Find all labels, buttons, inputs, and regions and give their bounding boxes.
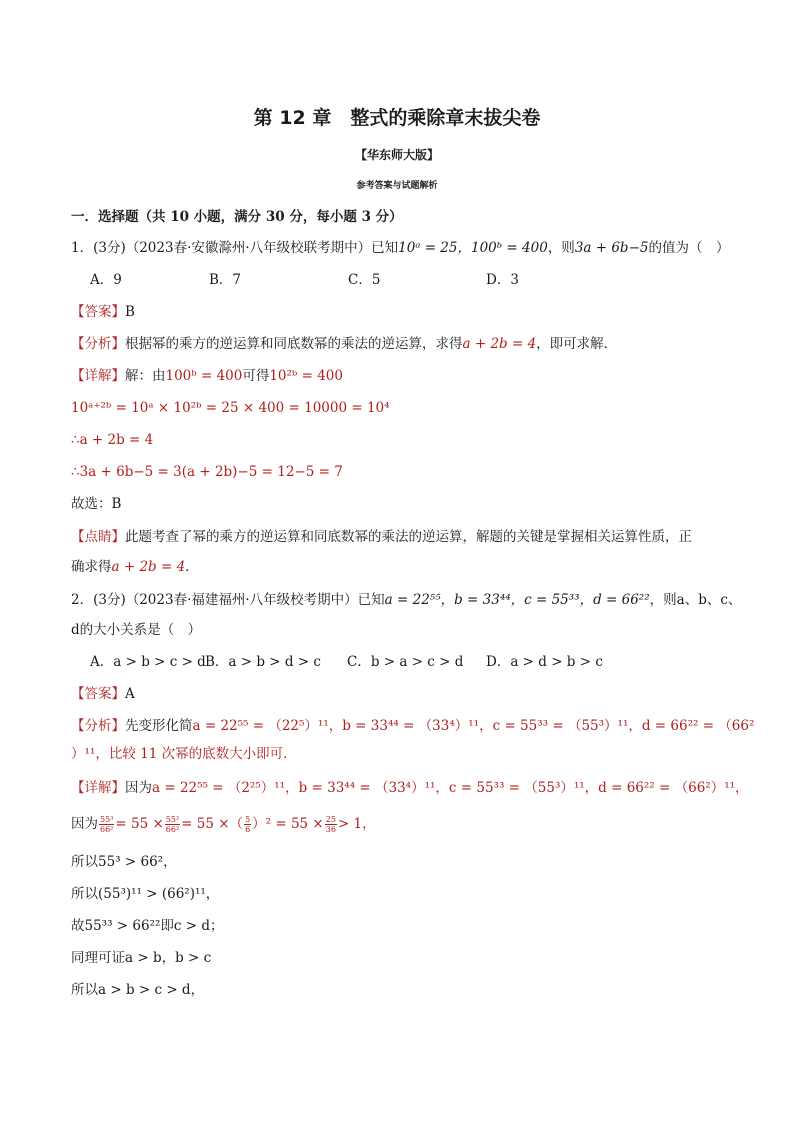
q2-detail-line4: 所以(55³)¹¹ > (66²)¹¹，: [71, 886, 220, 902]
q1-option-d: D．3: [486, 272, 519, 288]
q2-detail-line3: 所以55³ > 66²，: [71, 854, 177, 870]
q2-option-a: A．a > b > c > d: [90, 654, 206, 670]
edition-label: 【华东师大版】: [354, 148, 439, 162]
q2-detail-line7: 所以a > b > c > d，: [71, 982, 205, 998]
q1-stem: 1．(3分)（2023春·安徽滁州·八年级校联考期中）已知10ᵃ = 25，100ᵇ = 400，则3a + 6b−5的值为（ ）: [71, 240, 730, 256]
q2-detail-line6: 同理可证a > b，b > c: [71, 950, 212, 966]
q2-answer: 【答案】A: [71, 686, 135, 702]
q2-option-c: C．b > a > c > d: [347, 654, 464, 670]
fraction: $\frac{5}{6}$: [245, 815, 251, 834]
q1-detail: 【详解】解：由100ᵇ = 400可得10²ᵇ = 400: [71, 368, 343, 384]
q2-detail-line5: 故55³³ > 66²²即c > d；: [71, 918, 224, 934]
page-title: 第 12 章 整式的乘除章末拔尖卷: [253, 107, 541, 129]
fraction: $\frac{\text{55²}}{\text{66²}}$: [165, 815, 180, 834]
q1-detail-line5: 故选：B: [71, 496, 122, 512]
q2-analysis: 【分析】先变形化简a = 22⁵⁵ = （22⁵）¹¹，b = 33⁴⁴ = （33⁴）¹¹，c = 55³³ = （55³）¹¹，d = 66²² = （66²: [71, 718, 755, 734]
q1-option-b: B．7: [209, 272, 242, 288]
q1-answer: 【答案】B: [71, 304, 135, 320]
q2-detail: 【详解】因为a = 22⁵⁵ = （2²⁵）¹¹，b = 33⁴⁴ = （33⁴）¹¹，c = 55³³ = （55³）¹¹，d = 66²² = （66²）¹¹，: [71, 780, 749, 796]
q2-stem-line2: d的大小关系是（ ）: [71, 622, 202, 638]
q1-option-a: A．9: [90, 272, 122, 288]
fraction: $\frac{\text{55³}}{\text{66²}}$: [100, 815, 114, 834]
q1-analysis: 【分析】根据幂的乘方的逆运算和同底数幂的乘法的逆运算，求得a + 2b = 4，即可求解．: [71, 336, 618, 352]
q2-detail-line2: 因为 $\frac{\text{55³}}{\text{66²}}$ = 55 × $\frac{\text{55²}}{\text{66²}}$ = 55 ×（ $\frac{5}{6}$ ）² = 55 × $\frac{25}{36}$ > 1，: [71, 815, 376, 834]
q2-option-d: D．a > d > b > c: [486, 654, 603, 670]
q2-option-b: B．a > b > d > c: [205, 654, 321, 670]
fraction: $\frac{25}{36}$: [325, 815, 336, 834]
q2-stem: 2．(3分)（2023春·福建福州·八年级校考期中）已知a = 22⁵⁵，b = 33⁴⁴，c = 55³³，d = 66²²，则a、b、c、: [71, 592, 742, 608]
q1-comment: 【点睛】此题考查了幂的乘方的逆运算和同底数幂的乘法的逆运算，解题的关键是掌握相关运算性质，正: [71, 529, 692, 545]
section-heading: 一．选择题（共 10 小题，满分 30 分，每小题 3 分）: [71, 209, 403, 225]
q1-option-c: C．5: [348, 272, 381, 288]
q1-detail-line3: ∴a + 2b = 4: [71, 432, 154, 448]
subtitle: 参考答案与试题解析: [356, 181, 438, 191]
q1-detail-line4: ∴3a + 6b−5 = 3(a + 2b)−5 = 12−5 = 7: [71, 464, 343, 480]
q1-comment-line2: 确求得a + 2b = 4．: [71, 559, 199, 575]
q1-detail-line2: 10ᵃ⁺²ᵇ = 10ᵃ × 10²ᵇ = 25 × 400 = 10000 = 10⁴: [71, 400, 390, 416]
q2-analysis-line2: ）¹¹，比较 11 次幂的底数大小即可．: [71, 746, 297, 762]
